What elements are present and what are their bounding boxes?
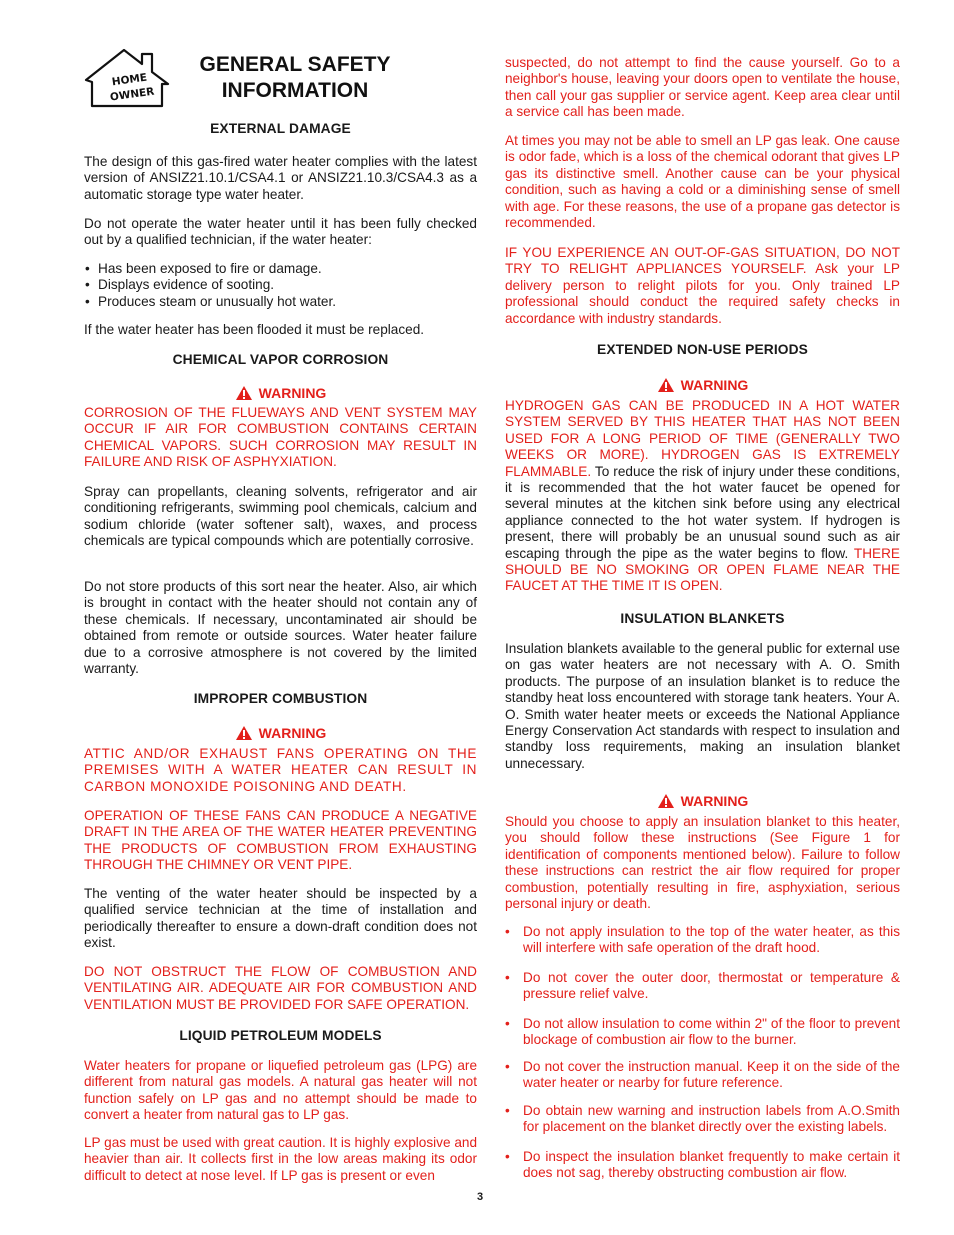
warning-label-3: [505, 377, 900, 393]
external-damage-p1: The design of this gas-fired water heater complies with the latest version of ANSIZ21.10.1/CSA4.1 or ANSIZ21.10.3/CSA4.3 as a automatic storage type water heater.: [84, 154, 477, 202]
heading-insulation: INSULATION BLANKETS: [620, 611, 785, 626]
improper-combustion-p1: The venting of the water heater should be inspected by a qualified service technician at the time of installation and periodically thereafter to ensure a down-draft condition does not exist.: [84, 886, 477, 951]
page-number: 3: [477, 1191, 484, 1203]
insulation-p1: Insulation blankets available to the general public for external use on gas water heaters are not necessary with A. O. Smith products. The purpose of an insulation blanket is to reduce the standby heat loss encountered with storage tank heaters. Your A. O. Smith water heater meets or exceeds the National Appliance Energy Conservation Act standards with respect to insulation and standby loss requirements, making an insulation blanket unnecessary.: [505, 641, 900, 771]
list-item: • Do not cover the outer door, thermostat or temperature & pressure relief valve.: [505, 970, 900, 1003]
warning-text: WARNING: [258, 385, 327, 401]
warning-text: WARNING: [680, 793, 749, 809]
extended-nonuse-red2: THERE SHOULD BE NO SMOKING OR OPEN FLAME NEAR THE FAUCET AT THE TIME IT IS OPEN.: [505, 545, 900, 594]
lp-models-p2-continued: suspected, do not attempt to find the cause yourself. Go to a neighbor's house, leaving your doors open to ventilate the house, then call your gas supplier or service agent. Keep area clear until a service call has been made.: [505, 55, 900, 120]
lp-models-p4: IF YOU EXPERIENCE AN OUT-OF-GAS SITUATION, DO NOT TRY TO RELIGHT APPLIANCES YOURSELF. Ask your LP delivery person to relight pilots for you. Only trained LP professional should conduct the required safety checks in accordance with industry standards.: [505, 245, 900, 326]
warning-icon: [657, 793, 675, 809]
page-title: [190, 52, 400, 104]
list-item: • Do not cover the instruction manual. Keep it on the side of the water heater or nearby for future reference.: [505, 1059, 900, 1092]
improper-combustion-red: DO NOT OBSTRUCT THE FLOW OF COMBUSTION AND VENTILATING AIR. ADEQUATE AIR FOR COMBUSTION AND VENTILATION MUST BE PROVIDED FOR SAFE OPERATION.: [84, 964, 477, 1012]
warning-text: WARNING: [258, 725, 327, 741]
chemical-vapor-p2: Do not store products of this sort near the heater. Also, air which is brought in contact with the heater should not contain any of these chemicals. If necessary, uncontaminated air should be obtained from remote or outside sources. Water heater failure due to a corrosive atmosphere is not covered by the limited warranty.: [84, 579, 477, 677]
external-damage-p2: Do not operate the water heater until it has been fully checked out by a qualified technician, if the water heater:: [84, 216, 477, 248]
chemical-vapor-warning: CORROSION OF THE FLUEWAYS AND VENT SYSTEM MAY OCCUR IF AIR FOR COMBUSTION CONTAINS CERTAIN CHEMICAL VAPORS. SUCH CORROSION MAY RESULT IN FAILURE AND RISK OF ASPHYXIATION.: [84, 405, 477, 470]
warning-label-1: [84, 385, 477, 401]
chemical-vapor-p1: Spray can propellants, cleaning solvents, refrigerator and air conditioning refrigerants, swimming pool chemicals, calcium and sodium chloride (water softener salt), waxes, and process chemicals are typical compounds which are potentially corrosive.: [84, 484, 477, 549]
external-damage-list: [84, 261, 477, 310]
title-line1: GENERAL SAFETY: [199, 53, 391, 76]
heading-chemical-vapor: CHEMICAL VAPOR CORROSION: [172, 352, 389, 367]
list-item: • Has been exposed to fire or damage.: [84, 261, 477, 277]
heading-extended-nonuse: EXTENDED NON-USE PERIODS: [597, 342, 808, 357]
header: [82, 44, 402, 114]
extended-nonuse-black: To reduce the risk of injury under these conditions, it is recommended that the hot water faucet be opened for several minutes at the kitchen sink before using any electrical appliance connected to the hot water system. If hydrogen is present, there will probably be an unusual sound such as air escaping through the pipe as the water begins to flow.: [505, 463, 900, 561]
warning-icon: [657, 377, 675, 393]
list-item: • Do not allow insulation to come within 2" of the floor to prevent blockage of combustion air flow to the burner.: [505, 1016, 900, 1049]
warning-icon: [235, 725, 253, 741]
home-owner-logo: [82, 44, 172, 114]
heading-improper-combustion: IMPROPER COMBUSTION: [193, 691, 368, 706]
lp-models-p1: Water heaters for propane or liquefied petroleum gas (LPG) are different from natural gas models. A natural gas heater will not function safely on LP gas and no attempt should be made to convert a heater from natural gas to LP gas.: [84, 1058, 477, 1123]
heading-lp-models: LIQUID PETROLEUM MODELS: [179, 1028, 382, 1043]
improper-combustion-warning-1: ATTIC AND/OR EXHAUST FANS OPERATING ON THE PREMISES WITH A WATER HEATER CAN RESULT IN CARBON MONOXIDE POISONING AND DEATH.: [84, 746, 477, 794]
insulation-warning: Should you choose to apply an insulation blanket to this heater, you should follow these instructions (See Figure 1 for identification of components mentioned below). Failure to follow these instructions can restrict the air flow required for proper combustion, potentially resulting in fire, asphyxiation, serious personal injury or death.: [505, 814, 900, 912]
lp-models-p3: At times you may not be able to smell an LP gas leak. One cause is odor fade, which is a loss of the chemical odorant that gives LP gas its distinctive smell. Another cause can be your physical condition, such as having a cold or a diminishing sense of smell with age. For these reasons, the use of a propane gas detector is recommended.: [505, 133, 900, 231]
improper-combustion-warning-2: OPERATION OF THESE FANS CAN PRODUCE A NEGATIVE DRAFT IN THE AREA OF THE WATER HEATER PREVENTING THE PRODUCTS OF COMBUSTION FROM EXHAUSTING THROUGH THE CHIMNEY OR VENT PIPE.: [84, 808, 477, 873]
extended-nonuse-text: [505, 398, 900, 595]
external-damage-p3: If the water heater has been flooded it must be replaced.: [84, 322, 425, 337]
warning-icon: [235, 385, 253, 401]
list-item: • Do not apply insulation to the top of the water heater, as this will interfere with safe operation of the draft hood.: [505, 924, 900, 957]
title-line2: INFORMATION: [221, 79, 369, 102]
list-item: • Do obtain new warning and instruction labels from A.O.Smith for placement on the blanket directly over the existing labels.: [505, 1103, 900, 1136]
list-item: • Do inspect the insulation blanket frequently to make certain it does not sag, thereby obstructing combustion air flow.: [505, 1149, 900, 1182]
logo-line1: HOME: [111, 71, 148, 89]
warning-text: WARNING: [680, 377, 749, 393]
lp-models-p2: LP gas must be used with great caution. It is highly explosive and heavier than air. It collects first in the low areas making its odor difficult to detect at nose level. If LP gas is present or even: [84, 1135, 477, 1183]
warning-label-4: [505, 793, 900, 809]
list-item: • Produces steam or unusually hot water.: [84, 294, 477, 310]
extended-nonuse-red1: HYDROGEN GAS CAN BE PRODUCED IN A HOT WATER SYSTEM SERVED BY THIS HEATER THAT HAS NOT BEEN USED FOR A LONG PERIOD OF TIME (GENERALLY TWO WEEKS OR MORE). HYDROGEN GAS IS EXTREMELY FLAMMABLE.: [505, 398, 900, 479]
logo-line2: OWNER: [109, 85, 156, 104]
list-item: • Displays evidence of sooting.: [84, 277, 477, 293]
warning-label-2: [84, 725, 477, 741]
heading-external-damage: EXTERNAL DAMAGE: [210, 121, 351, 136]
